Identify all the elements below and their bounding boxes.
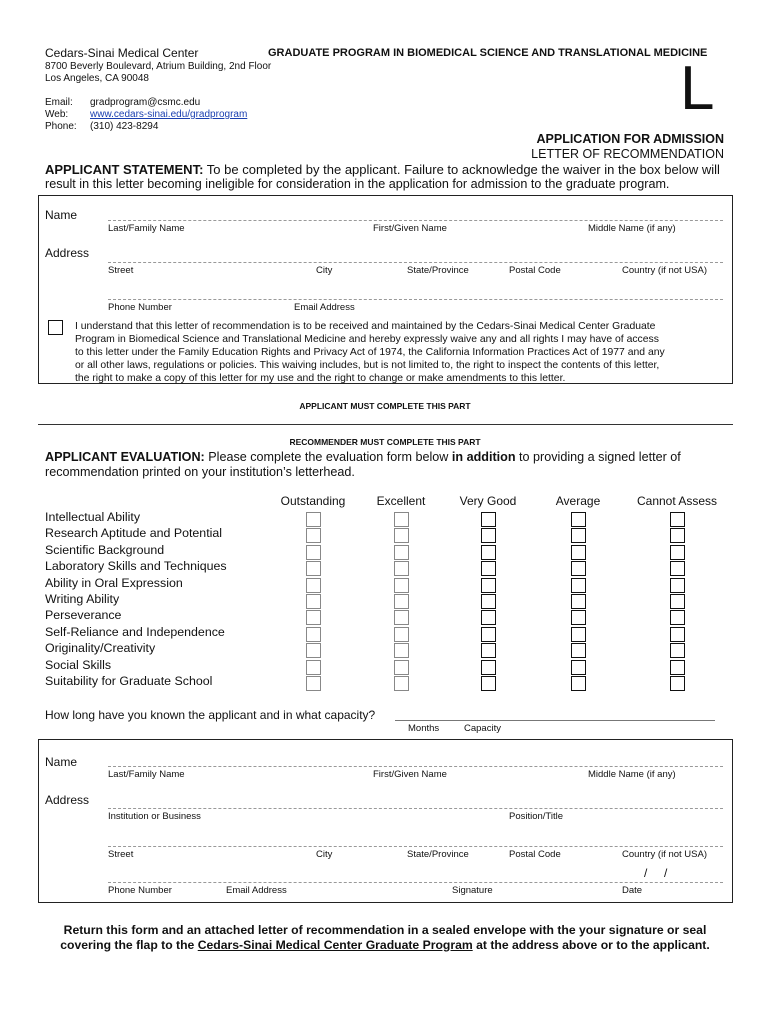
rating-checkbox[interactable]: [481, 660, 496, 675]
rating-checkbox[interactable]: [670, 594, 685, 609]
waiver-line-1: I understand that this letter of recommendation is to be received and maintained by the Cedars-Sinai Medical Center Graduate: [75, 321, 656, 332]
rating-checkbox[interactable]: [306, 545, 321, 560]
criterion-label: Suitability for Graduate School: [45, 674, 213, 688]
applicant-email-label: Email Address: [294, 302, 355, 313]
rating-checkbox[interactable]: [394, 512, 409, 527]
applicant-contact-line[interactable]: [108, 299, 723, 300]
phone-label: Phone:: [45, 121, 77, 132]
applicant-statement-text-2: result in this letter becoming ineligible for consideration in the application for admission to the graduate program.: [45, 177, 670, 191]
rating-checkbox[interactable]: [571, 561, 586, 576]
criterion-label: Social Skills: [45, 657, 112, 672]
rating-checkbox[interactable]: [670, 643, 685, 658]
capacity-label: Capacity: [464, 723, 501, 734]
recommender-position-label: Position/Title: [509, 811, 564, 822]
criterion-label: Research Aptitude and Potential: [45, 526, 223, 541]
rating-checkbox[interactable]: [670, 512, 685, 527]
rating-checkbox[interactable]: [481, 528, 496, 543]
col-excellent: Excellent: [376, 494, 426, 508]
acquaintance-question: How long have you known the applicant and in what capacity?: [45, 708, 376, 722]
rating-checkbox[interactable]: [571, 610, 586, 625]
evaluation-in-addition: in addition: [451, 450, 516, 464]
applicant-address-label: Address: [45, 246, 90, 260]
rating-checkbox[interactable]: [571, 545, 586, 560]
recommender-name-label: Name: [45, 755, 78, 769]
rating-checkbox[interactable]: [481, 578, 496, 593]
recommender-postal-label: Postal Code: [509, 849, 561, 860]
rating-checkbox[interactable]: [394, 528, 409, 543]
footer-line-1: Return this form and an attached letter of recommendation in a sealed envelope with the your signature or seal: [63, 923, 707, 937]
rating-checkbox[interactable]: [571, 676, 586, 691]
rating-checkbox[interactable]: [481, 512, 496, 527]
web-label: Web:: [45, 109, 69, 120]
waiver-text: [75, 320, 730, 385]
form-letter: L: [680, 54, 715, 123]
waiver-line-4: or all other laws, regulations or policies. This waiving includes, but is not limited to, the right to inspect the contents of this letter,: [75, 360, 660, 371]
applicant-statement-text-1: To be completed by the applicant. Failure to acknowledge the waiver in the box below will: [206, 162, 720, 177]
criterion-label: Perseverance: [45, 608, 122, 623]
rating-checkbox[interactable]: [306, 643, 321, 658]
rating-checkbox[interactable]: [394, 594, 409, 609]
rating-checkbox[interactable]: [571, 627, 586, 642]
rating-checkbox[interactable]: [481, 561, 496, 576]
evaluation-text-3: recommendation printed on your institution’s letterhead.: [45, 465, 355, 479]
recommender-institution-line[interactable]: [108, 808, 723, 809]
rating-checkbox[interactable]: [394, 610, 409, 625]
rating-checkbox[interactable]: [481, 545, 496, 560]
evaluation-intro: [45, 450, 681, 464]
rating-checkbox[interactable]: [481, 676, 496, 691]
recommender-must-complete: RECOMMENDER MUST COMPLETE THIS PART: [289, 437, 481, 447]
recommender-email-label: Email Address: [226, 885, 287, 896]
applicant-city-label: City: [316, 265, 333, 276]
applicant-statement-heading: APPLICANT STATEMENT:: [45, 162, 204, 177]
criterion-label: Writing Ability: [45, 592, 120, 606]
rating-checkbox[interactable]: [394, 660, 409, 675]
applicant-middle-name-label: Middle Name (if any): [588, 223, 676, 234]
evaluation-heading: APPLICANT EVALUATION:: [45, 450, 205, 464]
recommender-address-line[interactable]: [108, 846, 723, 847]
rating-checkbox[interactable]: [571, 643, 586, 658]
email-label: Email:: [45, 97, 73, 108]
rating-checkbox[interactable]: [481, 594, 496, 609]
section-divider: [38, 424, 733, 425]
applicant-first-name-label: First/Given Name: [373, 223, 447, 234]
footer-program-link: Cedars-Sinai Medical Center Graduate Program: [197, 938, 473, 952]
waiver-checkbox[interactable]: [48, 320, 63, 335]
criterion-label: Scientific Background: [45, 542, 165, 557]
recommender-signature-label: Signature: [452, 885, 493, 896]
rating-checkbox[interactable]: [306, 528, 321, 543]
criterion-label: Ability in Oral Expression: [45, 575, 183, 590]
criterion-label: Self-Reliance and Independence: [45, 624, 225, 639]
org-name: Cedars-Sinai Medical Center: [45, 46, 199, 60]
recommender-phone-label: Phone Number: [108, 885, 172, 896]
recommender-institution-label: Institution or Business: [108, 811, 201, 822]
recommender-contact-line[interactable]: [108, 882, 723, 883]
applicant-name-label: Name: [45, 208, 78, 222]
recommender-city-label: City: [316, 849, 333, 860]
applicant-postal-label: Postal Code: [509, 265, 561, 276]
recommender-first-name-label: First/Given Name: [373, 769, 447, 780]
program-title: GRADUATE PROGRAM IN BIOMEDICAL SCIENCE AND TRANSLATIONAL MEDICINE: [268, 47, 708, 59]
phone-value: (310) 423-8294: [90, 121, 159, 132]
web-link[interactable]: www.cedars-sinai.edu/gradprogram: [90, 109, 248, 120]
applicant-statement: [45, 162, 735, 177]
rating-checkbox[interactable]: [670, 676, 685, 691]
rating-checkbox[interactable]: [670, 578, 685, 593]
waiver-line-5: the right to make a copy of this letter for my use and the right to change or make amendments to this letter.: [75, 373, 566, 384]
rating-checkbox[interactable]: [306, 610, 321, 625]
evaluation-text-1: Please complete the evaluation form below: [208, 450, 449, 464]
rating-checkbox[interactable]: [306, 594, 321, 609]
recommender-date-label: Date: [622, 885, 643, 896]
rating-checkbox[interactable]: [670, 561, 685, 576]
col-very-good: Very Good: [459, 494, 517, 508]
footer-line-2: [0, 938, 770, 952]
recommender-address-label: Address: [45, 793, 90, 807]
recommender-country-label: Country (if not USA): [622, 849, 707, 860]
application-subtitle: LETTER OF RECOMMENDATION: [531, 147, 724, 161]
applicant-state-label: State/Province: [407, 265, 469, 276]
rating-checkbox[interactable]: [670, 660, 685, 675]
applicant-phone-label: Phone Number: [108, 302, 172, 313]
rating-checkbox[interactable]: [306, 512, 321, 527]
criterion-label: Originality/Creativity: [45, 641, 156, 656]
criterion-label: Intellectual Ability: [45, 510, 141, 524]
application-title: APPLICATION FOR ADMISSION: [536, 132, 724, 146]
applicant-must-complete: APPLICANT MUST COMPLETE THIS PART: [299, 401, 471, 411]
waiver-line-3: to this letter under the Family Education Rights and Privacy Act of 1974, the California Information Practices Act of 1977 and any: [75, 347, 665, 358]
rating-checkbox[interactable]: [670, 528, 685, 543]
rating-checkbox[interactable]: [306, 578, 321, 593]
rating-checkbox[interactable]: [571, 594, 586, 609]
applicant-name-line[interactable]: [108, 220, 723, 221]
rating-checkbox[interactable]: [571, 660, 586, 675]
rating-checkbox[interactable]: [670, 610, 685, 625]
rating-checkbox[interactable]: [306, 561, 321, 576]
email-value: gradprogram@csmc.edu: [90, 97, 201, 108]
col-outstanding: Outstanding: [280, 494, 346, 508]
rating-checkbox[interactable]: [670, 545, 685, 560]
rating-checkbox[interactable]: [306, 676, 321, 691]
rating-checkbox[interactable]: [571, 528, 586, 543]
footer-line-2-pre: covering the flap to the: [60, 938, 195, 952]
applicant-address-line[interactable]: [108, 262, 723, 263]
acquaintance-line[interactable]: [395, 720, 715, 721]
waiver-line-2: Program in Biomedical Science and Translational Medicine and hereby expressly waive any and all rights I may have of access: [75, 334, 659, 345]
rating-checkbox[interactable]: [394, 561, 409, 576]
criterion-label: Laboratory Skills and Techniques: [45, 559, 227, 574]
rating-checkbox[interactable]: [571, 512, 586, 527]
col-average: Average: [555, 494, 601, 508]
evaluation-text-2: to providing a signed letter of: [519, 450, 681, 464]
address-line-1: 8700 Beverly Boulevard, Atrium Building, 2nd Floor: [45, 61, 272, 72]
applicant-country-label: Country (if not USA): [622, 265, 707, 276]
rating-checkbox[interactable]: [394, 676, 409, 691]
rating-checkbox[interactable]: [306, 660, 321, 675]
months-label: Months: [408, 723, 440, 734]
rating-checkbox[interactable]: [481, 610, 496, 625]
recommender-name-line[interactable]: [108, 766, 723, 767]
rating-checkbox[interactable]: [481, 627, 496, 642]
footer-line-2-post: at the address above or to the applicant.: [476, 938, 710, 952]
date-slashes: / /: [644, 866, 668, 880]
address-line-2: Los Angeles, CA 90048: [45, 73, 149, 84]
applicant-last-name-label: Last/Family Name: [108, 223, 185, 234]
rating-checkbox[interactable]: [394, 627, 409, 642]
rating-checkbox[interactable]: [571, 578, 586, 593]
recommender-middle-name-label: Middle Name (if any): [588, 769, 676, 780]
rating-checkbox[interactable]: [670, 627, 685, 642]
rating-checkbox[interactable]: [481, 643, 496, 658]
applicant-street-label: Street: [108, 265, 134, 276]
rating-checkbox[interactable]: [394, 545, 409, 560]
rating-checkbox[interactable]: [394, 643, 409, 658]
rating-checkbox[interactable]: [394, 578, 409, 593]
recommender-street-label: Street: [108, 849, 134, 860]
recommender-last-name-label: Last/Family Name: [108, 769, 185, 780]
recommender-state-label: State/Province: [407, 849, 469, 860]
col-cannot-assess: Cannot Assess: [636, 494, 718, 508]
rating-checkbox[interactable]: [306, 627, 321, 642]
